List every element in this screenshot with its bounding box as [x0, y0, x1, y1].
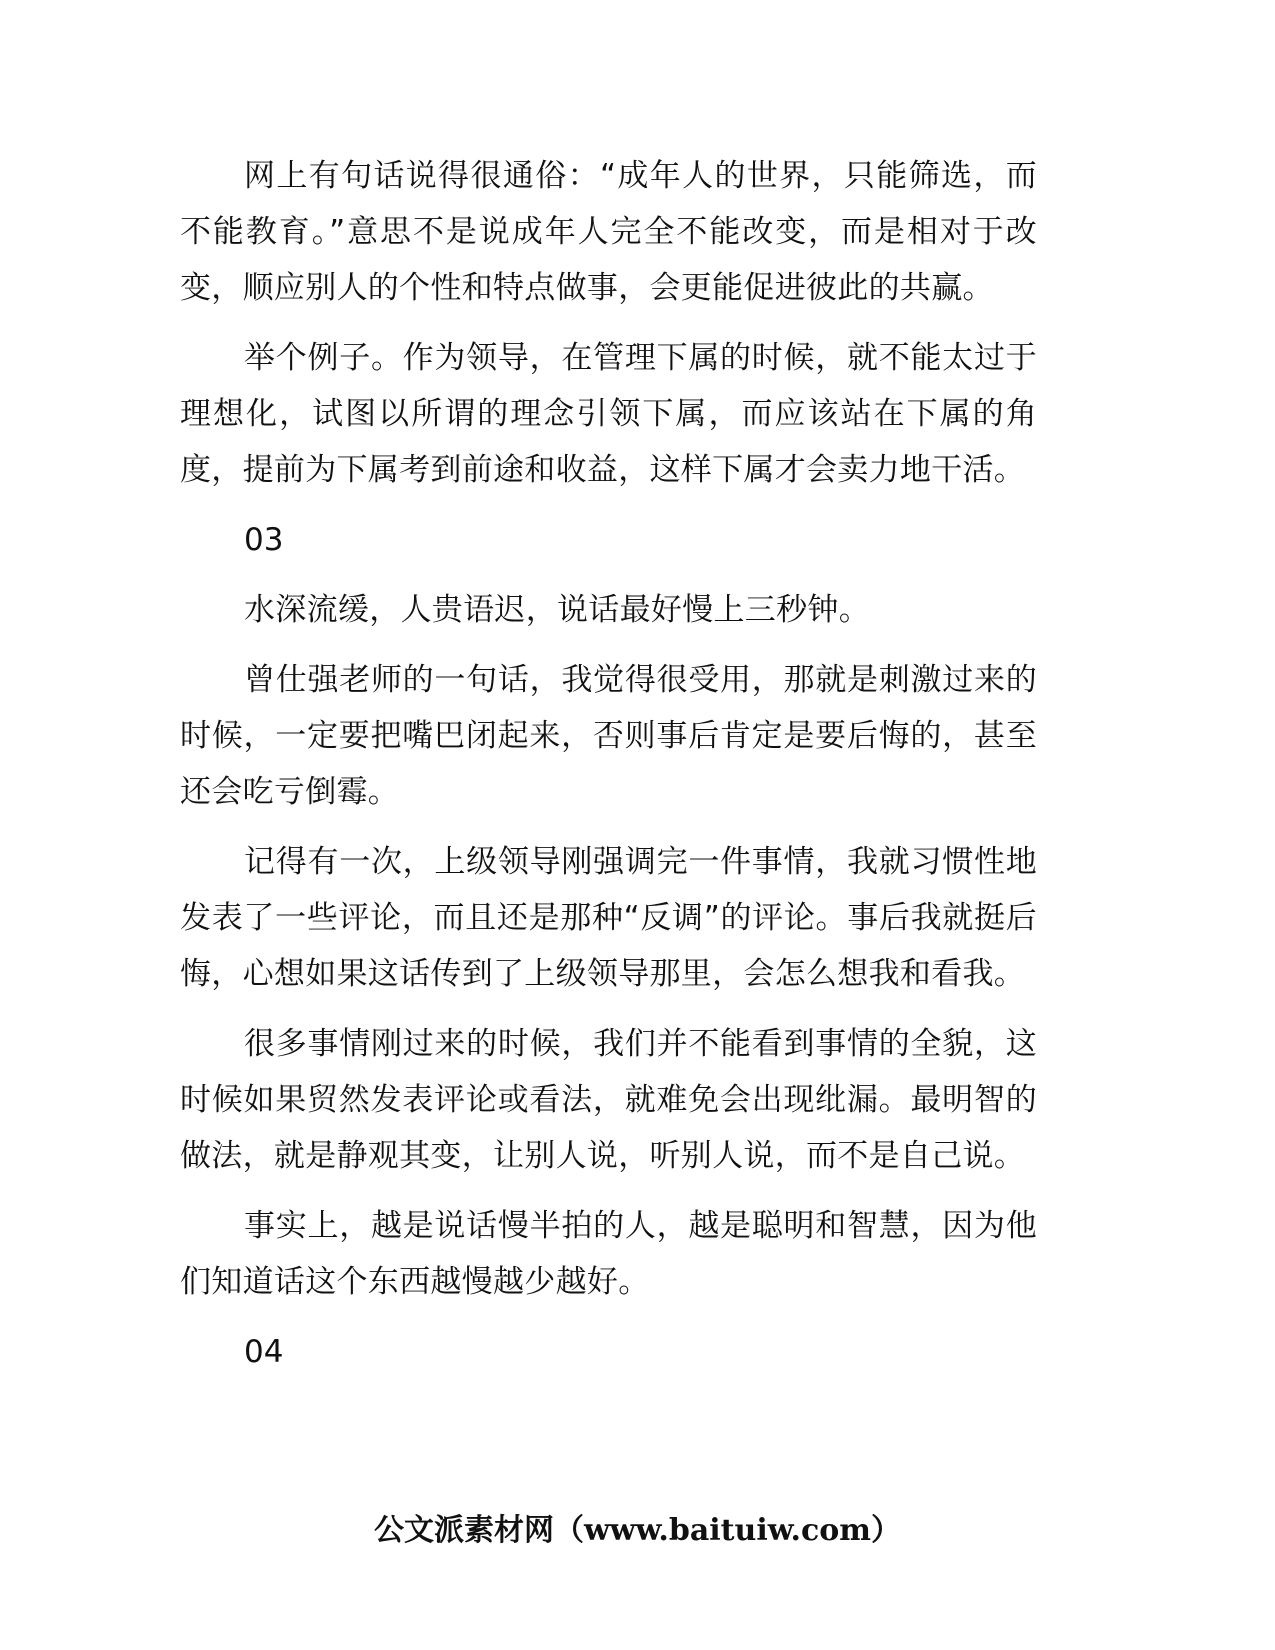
paragraph-6: 很多事情刚过来的时候，我们并不能看到事情的全貌，这时候如果贸然发表评论或看法，就难免会出现纰漏。最明智的做法，就是静观其变，让别人说，听别人说，而不是自己说。 — [180, 1026, 1037, 1174]
section-number-04: 04 — [244, 1334, 284, 1370]
paragraph-3: 水深流缓，人贵语迟，说话最好慢上三秒钟。 — [244, 592, 870, 628]
section-number-03: 03 — [244, 522, 284, 558]
footer-source: 公文派素材网（www.baituiw.com） — [373, 1513, 902, 1548]
paragraph-7: 事实上，越是说话慢半拍的人，越是聪明和智慧，因为他们知道话这个东西越慢越少越好。 — [180, 1208, 1037, 1300]
paragraph-4: 曾仕强老师的一句话，我觉得很受用，那就是刺激过来的时候，一定要把嘴巴闭起来，否则事后肯定是要后悔的，甚至还会吃亏倒霉。 — [180, 662, 1037, 810]
paragraph-2: 举个例子。作为领导，在管理下属的时候，就不能太过于理想化，试图以所谓的理念引领下属，而应该站在下属的角度，提前为下属考到前途和收益，这样下属才会卖力地干活。 — [180, 340, 1037, 488]
document-body — [180, 148, 1037, 1394]
paragraph-5: 记得有一次，上级领导刚强调完一件事情，我就习惯性地发表了一些评论，而且还是那种“反调”的评论。事后我就挺后悔，心想如果这话传到了上级领导那里，会怎么想我和看我。 — [180, 844, 1037, 992]
paragraph-1: 网上有句话说得很通俗：“成年人的世界，只能筛选，而不能教育。”意思不是说成年人完全不能改变，而是相对于改变，顺应别人的个性和特点做事，会更能促进彼此的共赢。 — [180, 158, 1037, 306]
